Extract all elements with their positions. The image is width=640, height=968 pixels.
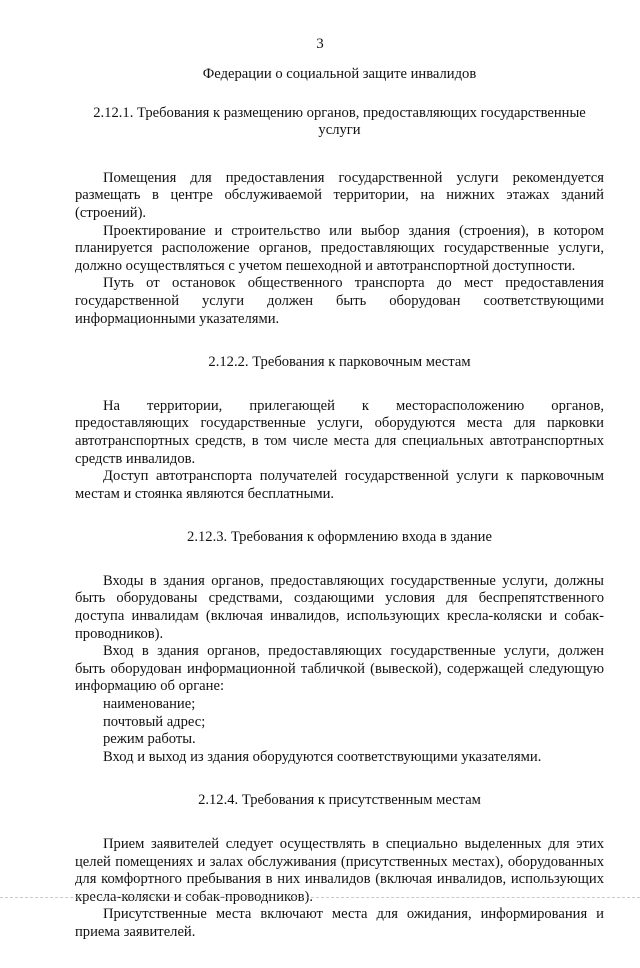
page-number: 3 bbox=[316, 36, 324, 52]
list-item: почтовый адрес; bbox=[103, 713, 206, 730]
section-heading: 2.12.4. Требования к присутственным местам bbox=[198, 792, 481, 809]
top-line: Федерации о социальной защите инвалидов bbox=[202, 66, 477, 82]
paragraph: Путь от остановок общественного транспорта до мест предоставления государственной услуги должен быть оборудован соответствующими информационными указателями. bbox=[75, 275, 604, 327]
paragraph: Вход в здания органов, предоставляющих государственные услуги, должен быть оборудован информационной табличкой (вывеской), содержащей следующую информацию об органе: bbox=[75, 643, 604, 695]
section-heading: 2.12.3. Требования к оформлению входа в здание bbox=[187, 529, 492, 546]
section-2-12-1 bbox=[75, 105, 604, 329]
section-2-12-4 bbox=[75, 792, 604, 941]
document-content bbox=[75, 66, 604, 968]
paragraph: Входы в здания органов, предоставляющих государственные услуги, должны быть оборудованы средствами, создающими условия для беспрепятственного доступа инвалидам (включая инвалидов, использующих кресла-коляски и собак-проводников). bbox=[75, 572, 604, 642]
list-item: режим работы. bbox=[103, 731, 196, 748]
paragraph: Вход и выход из здания оборудуются соответствующими указателями. bbox=[103, 748, 542, 765]
section-heading: 2.12.1. Требования к размещению органов, предоставляющих государственные услуги bbox=[93, 104, 586, 139]
section-2-12-3 bbox=[75, 529, 604, 766]
section-heading: 2.12.2. Требования к парковочным местам bbox=[208, 354, 471, 371]
paragraph: На территории, прилегающей к месторасположению органов, предоставляющих государственные услуги, оборудуются места для парковки автотранспортных средств, в том числе места для специальных автотранспортных средств инвалидов. bbox=[75, 397, 604, 467]
list-item: наименование; bbox=[103, 696, 196, 713]
paragraph: Проектирование и строительство или выбор здания (строения), в котором планируется расположение органов, предоставляющих государственные услуги, должно осуществляться с учетом пешеходной и автотранспортной доступности. bbox=[75, 222, 604, 274]
section-2-12-2 bbox=[75, 354, 604, 503]
paragraph: Помещения для предоставления государственной услуги рекомендуется размещать в центре обслуживаемой территории, на нижних этажах зданий (строений). bbox=[75, 169, 604, 221]
organ-info-list bbox=[75, 696, 604, 749]
scan-edge-line bbox=[0, 897, 640, 899]
paragraph: Присутственные места включают места для ожидания, информирования и приема заявителей. bbox=[75, 906, 604, 940]
paragraph: Прием заявителей следует осуществлять в специально выделенных для этих целей помещениях и залах обслуживания (присутственных местах), оборудованных для комфортного пребывания в них инвалидов (включая инвалидов, использующих кресла-коляски и собак-проводников). bbox=[75, 836, 604, 905]
paragraph: Доступ автотранспорта получателей государственной услуги к парковочным местам и стоянка являются бесплатными. bbox=[75, 468, 604, 502]
